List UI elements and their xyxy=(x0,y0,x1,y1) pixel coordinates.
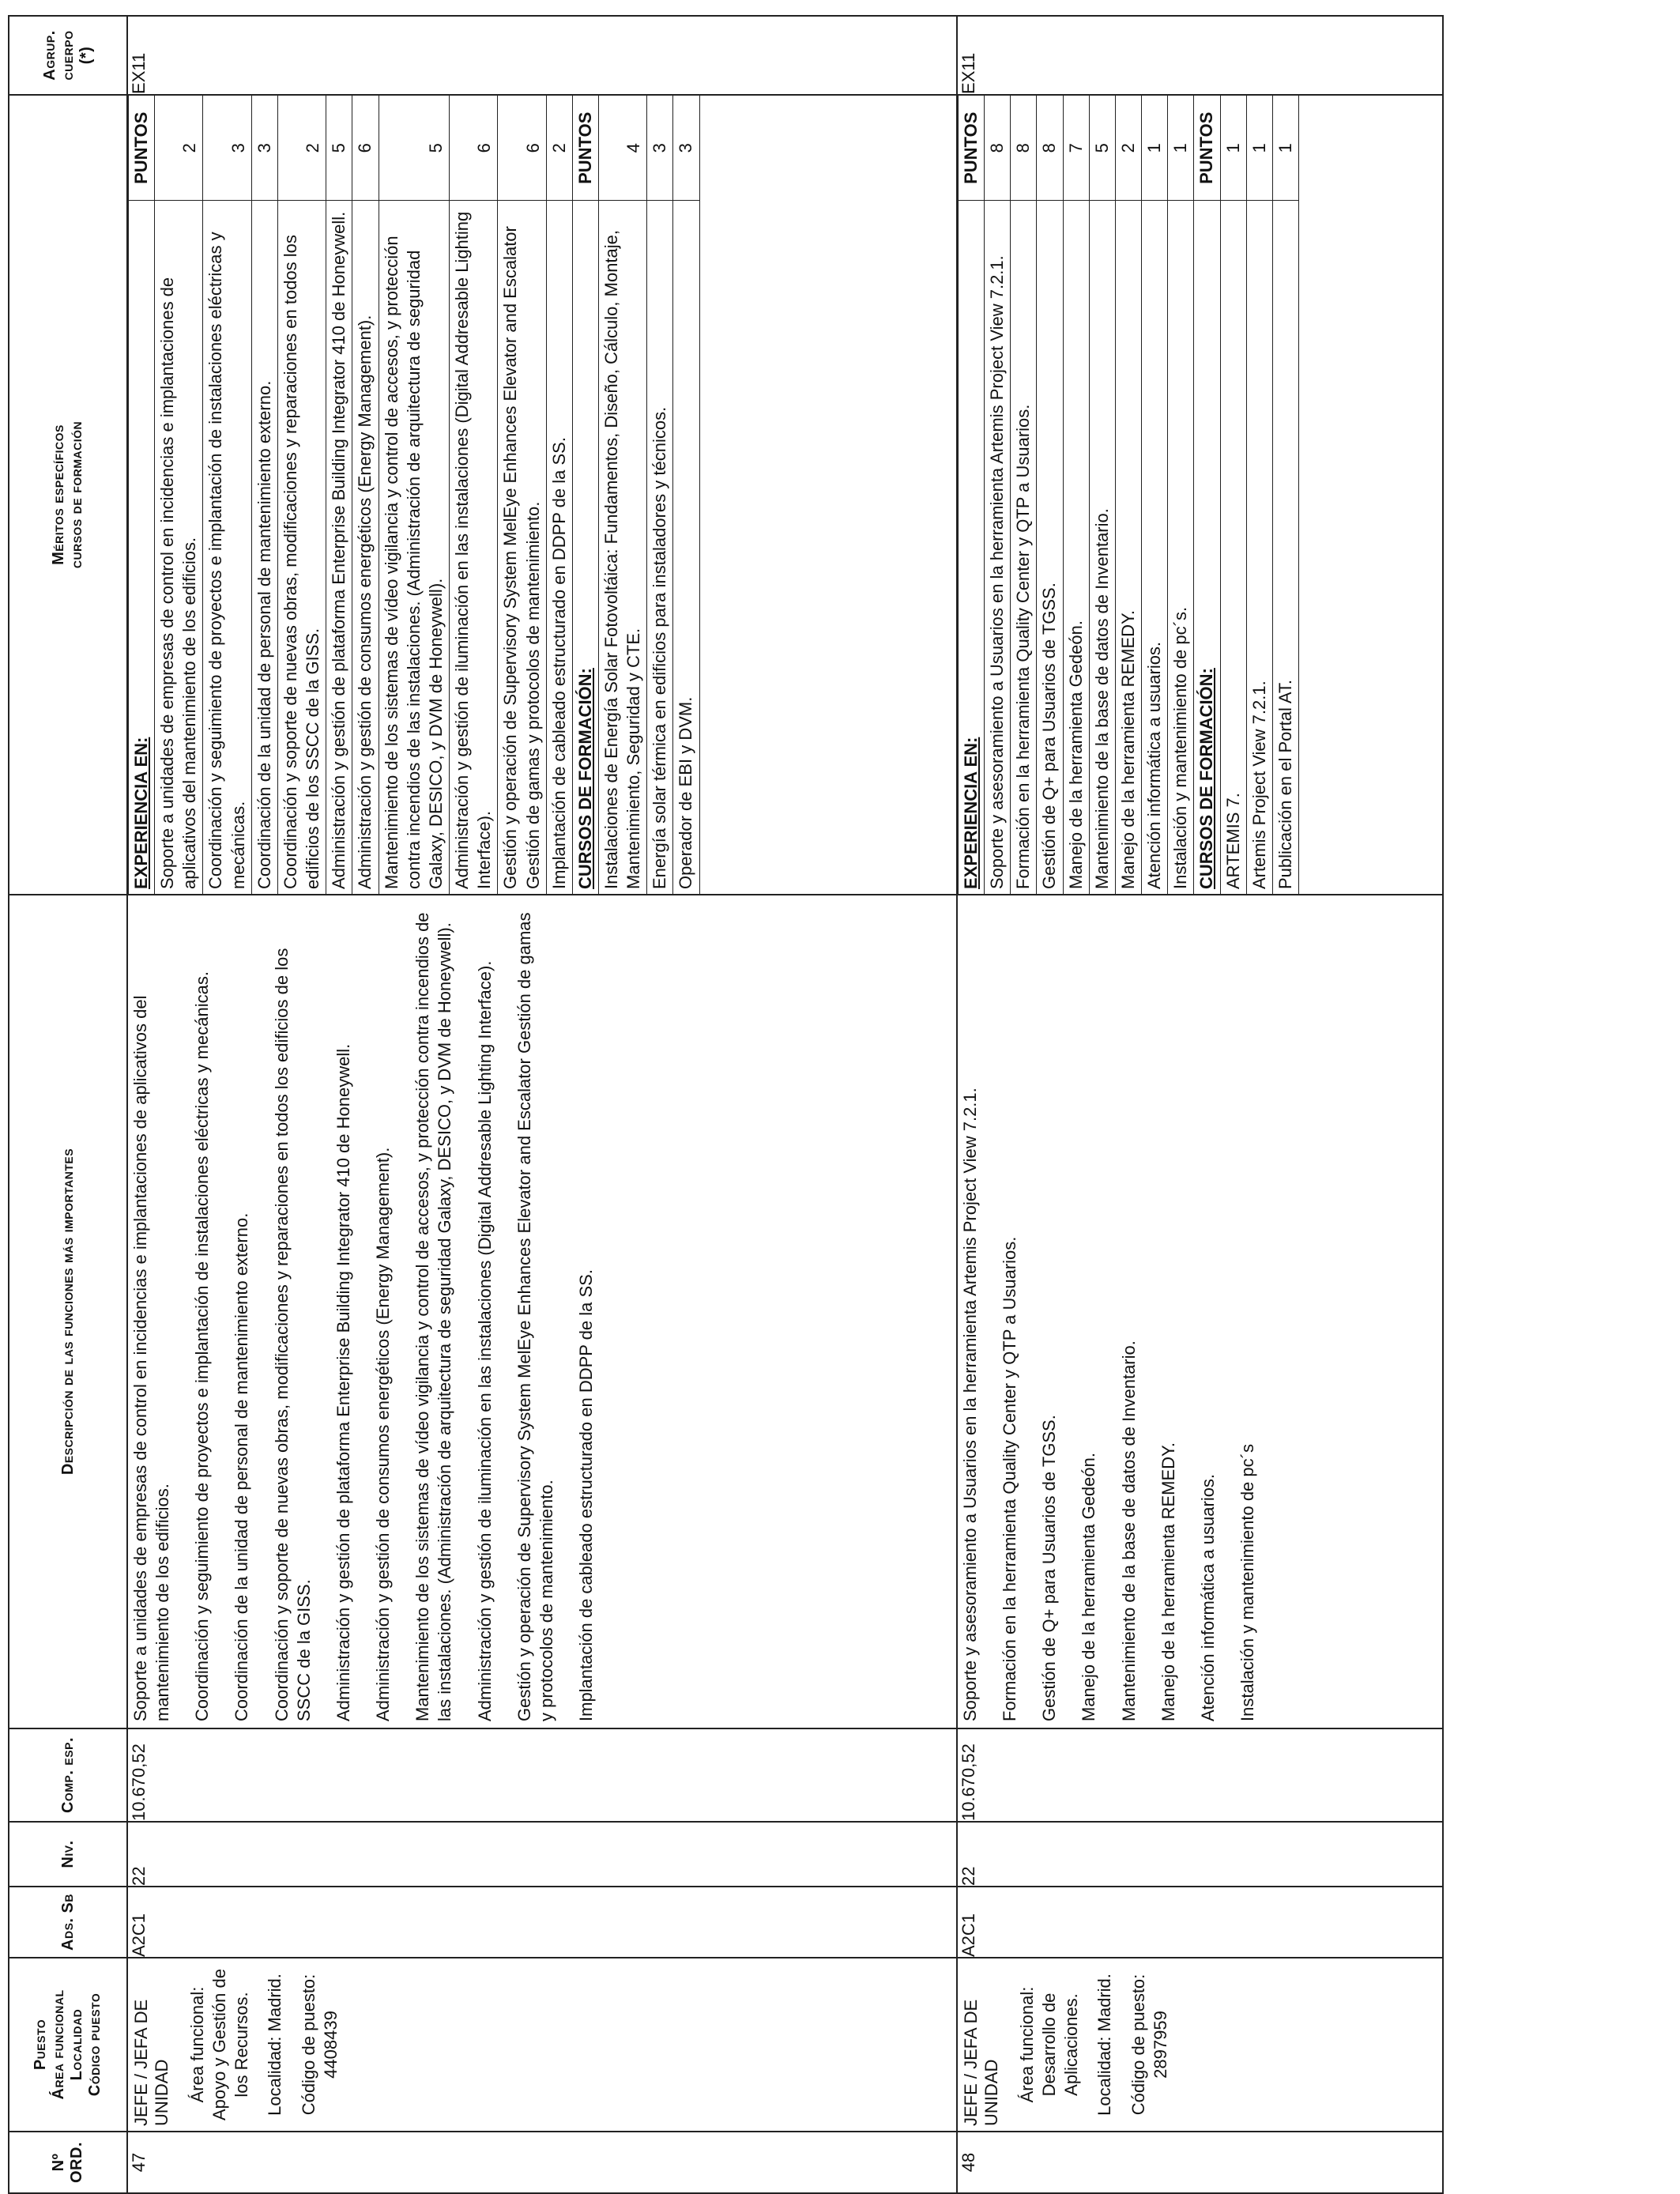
merito-row xyxy=(1063,96,1089,894)
merito-row xyxy=(1168,96,1194,894)
header-meritos-line: Méritos específicos xyxy=(50,424,67,565)
puesto-title: JEFE / JEFA DE UNIDAD xyxy=(961,1999,1001,2126)
header-puesto-line: Área funcional xyxy=(50,1989,67,2100)
header-meritos-line: cursos de formación xyxy=(68,420,85,569)
merito-row xyxy=(326,96,352,894)
table-row xyxy=(127,16,957,2193)
funcion-item: Soporte a unidades de empresas de control en incidencias e implantaciones de aplicativos del mantenimiento de los edificios. xyxy=(130,995,173,1721)
meritos-table xyxy=(958,96,1299,894)
merito-row xyxy=(379,96,449,894)
funcion-item: Mantenimiento de los sistemas de vídeo vigilancia y control de accesos, y protección contra incendios de las instalaciones. (Administración de arquitectura de seguridad Galaxy, DESICO, y DVM de Honeywell). xyxy=(412,912,455,1721)
table-row xyxy=(957,16,1443,2193)
puesto-area: Área funcional: Apoyo y Gestión de los Recursos. xyxy=(187,1969,252,2121)
ads-cell: A2C1 xyxy=(127,1887,957,1958)
merito-row xyxy=(1142,96,1168,894)
merito-points: 7 xyxy=(1063,96,1089,201)
merito-row xyxy=(251,96,277,894)
meritos-section-header xyxy=(572,96,598,894)
merito-points: 4 xyxy=(598,96,646,201)
meritos-cell xyxy=(127,95,957,895)
job-positions-table xyxy=(8,15,1444,2194)
funciones-cell xyxy=(957,895,1443,1728)
merito-text: Implantación de cableado estructurado en DDPP de la SS. xyxy=(546,201,572,894)
merito-row xyxy=(155,96,203,894)
agrup-cell: EX11 xyxy=(957,16,1443,95)
merito-points: 1 xyxy=(1168,96,1194,201)
merito-row xyxy=(1115,96,1141,894)
header-meritos xyxy=(9,95,127,895)
merito-text: Manejo de la herramienta Gedeón. xyxy=(1063,201,1089,894)
funcion-item: Soporte y asesoramiento a Usuarios en la herramienta Artemis Project View 7.2.1. xyxy=(960,1088,980,1721)
ord-cell: 47 xyxy=(127,2132,957,2193)
merito-text: ARTEMIS 7. xyxy=(1220,201,1246,894)
header-agrup-line: Agrup. xyxy=(40,30,58,81)
merito-points: PUNTOS xyxy=(129,96,155,201)
merito-text: Administración y gestión de consumos energéticos (Energy Management). xyxy=(352,201,379,894)
funcion-item: Manejo de la herramienta Gedeón. xyxy=(1079,1453,1099,1721)
header-agrup-line: (*) xyxy=(77,46,95,65)
merito-points: 2 xyxy=(155,96,203,201)
merito-points: 2 xyxy=(546,96,572,201)
ord-cell: 48 xyxy=(957,2132,1443,2193)
puesto-codigo: Código de puesto: 4408439 xyxy=(298,1973,341,2116)
merito-text: CURSOS DE FORMACIÓN: xyxy=(572,201,598,894)
header-descripcion: Descripción de las funciones más importantes xyxy=(9,895,127,1728)
funcion-item: Gestión y operación de Supervisory System MelEye Enhances Elevator and Escalator Gestión de gamas y protocolos de mantenimiento. xyxy=(514,912,556,1721)
meritos-section-header xyxy=(1194,96,1220,894)
header-agrup xyxy=(9,16,127,95)
merito-points: 2 xyxy=(1115,96,1141,201)
merito-points: 3 xyxy=(251,96,277,201)
ads-cell: A2C1 xyxy=(957,1887,1443,1958)
merito-points: 8 xyxy=(1037,96,1063,201)
puesto-area: Área funcional: Desarrollo de Aplicaciones. xyxy=(1017,1986,1082,2103)
merito-points: 3 xyxy=(647,96,673,201)
header-puesto-line: Puesto xyxy=(32,2019,49,2071)
merito-text: Artemis Project View 7.2.1. xyxy=(1246,201,1272,894)
merito-text: Energía solar térmica en edificios para instaladores y técnicos. xyxy=(647,201,673,894)
meritos-table xyxy=(128,96,700,894)
puesto-localidad: Localidad: Madrid. xyxy=(265,1973,285,2116)
funciones-cell xyxy=(127,895,957,1728)
merito-text: Instalaciones de Energía Solar Fotovoltáica: Fundamentos, Diseño, Cálculo, Montaje, Mantenimiento, Seguridad y CTE. xyxy=(598,201,646,894)
meritos-section-header xyxy=(129,96,155,894)
merito-text: Formación en la herramienta Quality Center y QTP a Usuarios. xyxy=(1011,201,1037,894)
funcion-item: Mantenimiento de la base de datos de Inventario. xyxy=(1118,1340,1139,1721)
merito-row xyxy=(1089,96,1115,894)
merito-points: PUNTOS xyxy=(572,96,598,201)
merito-points: 1 xyxy=(1246,96,1272,201)
niv-cell: 22 xyxy=(127,1822,957,1887)
puesto-codigo: Código de puesto: 2897959 xyxy=(1128,1973,1170,2116)
merito-text: Gestión de Q+ para Usuarios de TGSS. xyxy=(1037,201,1063,894)
merito-text: Administración y gestión de iluminación en las instalaciones (Digital Addresable Lighting Interface). xyxy=(450,201,498,894)
merito-text: Instalación y mantenimiento de pc´s. xyxy=(1168,201,1194,894)
merito-text: EXPERIENCIA EN: xyxy=(959,201,985,894)
header-comp: Comp. esp. xyxy=(9,1728,127,1822)
merito-points: PUNTOS xyxy=(959,96,985,201)
puesto-cell xyxy=(957,1958,1443,2132)
niv-cell: 22 xyxy=(957,1822,1443,1887)
funcion-item: Coordinación de la unidad de personal de mantenimiento externo. xyxy=(232,1212,252,1721)
merito-row xyxy=(1037,96,1063,894)
merito-text: Manejo de la herramienta REMEDY. xyxy=(1115,201,1141,894)
merito-row xyxy=(546,96,572,894)
merito-points: 8 xyxy=(985,96,1011,201)
merito-text: Coordinación y soporte de nuevas obras, modificaciones y reparaciones en todos los edificios de los SSCC de la GISS. xyxy=(277,201,326,894)
merito-row xyxy=(203,96,251,894)
merito-text: Publicación en el Portal AT. xyxy=(1272,201,1298,894)
merito-text: Administración y gestión de plataforma Enterprise Building Integrator 410 de Honeywell. xyxy=(326,201,352,894)
header-puesto-line: Código puesto xyxy=(86,1992,104,2097)
merito-row xyxy=(673,96,699,894)
comp-cell: 10.670,52 xyxy=(127,1728,957,1822)
header-row xyxy=(9,16,127,2193)
merito-points: 3 xyxy=(203,96,251,201)
merito-points: 6 xyxy=(498,96,546,201)
merito-points: 1 xyxy=(1220,96,1246,201)
merito-points: 1 xyxy=(1272,96,1298,201)
merito-text: Soporte y asesoramiento a Usuarios en la herramienta Artemis Project View 7.2.1. xyxy=(985,201,1011,894)
merito-row xyxy=(498,96,546,894)
funcion-item: Coordinación y soporte de nuevas obras, modificaciones y reparaciones en todos los edificios de los SSCC de la GISS. xyxy=(271,948,314,1721)
agrup-cell: EX11 xyxy=(127,16,957,95)
funcion-item: Administración y gestión de iluminación en las instalaciones (Digital Addresable Lighting Interface). xyxy=(474,960,495,1721)
puesto-localidad: Localidad: Madrid. xyxy=(1094,1973,1115,2116)
funcion-item: Implantación de cableado estructurado en DDPP de la SS. xyxy=(576,1269,597,1721)
merito-points: 1 xyxy=(1142,96,1168,201)
merito-text: Coordinación de la unidad de personal de mantenimiento externo. xyxy=(251,201,277,894)
merito-row xyxy=(1246,96,1272,894)
puesto-title: JEFE / JEFA DE UNIDAD xyxy=(131,1999,171,2126)
merito-text: Atención informática a usuarios. xyxy=(1142,201,1168,894)
funcion-item: Administración y gestión de consumos energéticos (Energy Management). xyxy=(373,1147,394,1721)
merito-points: 5 xyxy=(1089,96,1115,201)
merito-points: 8 xyxy=(1011,96,1037,201)
merito-text: CURSOS DE FORMACIÓN: xyxy=(1194,201,1220,894)
header-ads: Ads. Sb xyxy=(9,1887,127,1958)
funcion-item: Coordinación y seguimiento de proyectos e implantación de instalaciones eléctricas y mecánicas. xyxy=(192,971,213,1721)
rotated-table-page xyxy=(8,17,1442,2194)
merito-points: 2 xyxy=(277,96,326,201)
header-ord: Nº ORD. xyxy=(9,2132,127,2193)
merito-text: Coordinación y seguimiento de proyectos e implantación de instalaciones eléctricas y mecánicas. xyxy=(203,201,251,894)
merito-text: Mantenimiento de la base de datos de Inventario. xyxy=(1089,201,1115,894)
merito-row xyxy=(450,96,498,894)
merito-text: Operador de EBI y DVM. xyxy=(673,201,699,894)
puesto-cell xyxy=(127,1958,957,2132)
merito-row xyxy=(1220,96,1246,894)
merito-row xyxy=(598,96,646,894)
meritos-cell xyxy=(957,95,1443,895)
comp-cell: 10.670,52 xyxy=(957,1728,1443,1822)
merito-points: PUNTOS xyxy=(1194,96,1220,201)
funcion-item: Manejo de la herramienta REMEDY. xyxy=(1158,1442,1178,1721)
meritos-section-header xyxy=(959,96,985,894)
merito-row xyxy=(985,96,1011,894)
merito-row xyxy=(1011,96,1037,894)
merito-text: EXPERIENCIA EN: xyxy=(129,201,155,894)
header-agrup-line: cuerpo xyxy=(58,30,77,81)
merito-text: Soporte a unidades de empresas de control en incidencias e implantaciones de aplicativos del mantenimiento de los edificios. xyxy=(155,201,203,894)
header-puesto-line: Localidad xyxy=(68,2008,85,2081)
funcion-item: Atención informática a usuarios. xyxy=(1197,1473,1218,1721)
merito-row xyxy=(647,96,673,894)
funcion-item: Formación en la herramienta Quality Center y QTP a Usuarios. xyxy=(1000,1236,1020,1721)
merito-text: Gestión y operación de Supervisory System MelEye Enhances Elevator and Escalator Gestión de gamas y protocolos de mantenimiento. xyxy=(498,201,546,894)
merito-row xyxy=(352,96,379,894)
merito-points: 5 xyxy=(379,96,449,201)
merito-points: 3 xyxy=(673,96,699,201)
merito-row xyxy=(277,96,326,894)
funcion-item: Gestión de Q+ para Usuarios de TGSS. xyxy=(1039,1415,1060,1721)
funcion-item: Instalación y mantenimiento de pc´s xyxy=(1237,1444,1258,1721)
header-niv: Niv. xyxy=(9,1822,127,1887)
merito-points: 5 xyxy=(326,96,352,201)
merito-points: 6 xyxy=(450,96,498,201)
funcion-item: Administración y gestión de plataforma Enterprise Building Integrator 410 de Honeywell. xyxy=(333,1043,353,1721)
merito-points: 6 xyxy=(352,96,379,201)
merito-row xyxy=(1272,96,1298,894)
merito-text: Mantenimiento de los sistemas de vídeo vigilancia y control de accesos, y protección contra incendios de las instalaciones. (Administración de arquitectura de seguridad Galaxy, DESICO, y DVM de Honeywell). xyxy=(379,201,449,894)
header-puesto xyxy=(9,1958,127,2132)
